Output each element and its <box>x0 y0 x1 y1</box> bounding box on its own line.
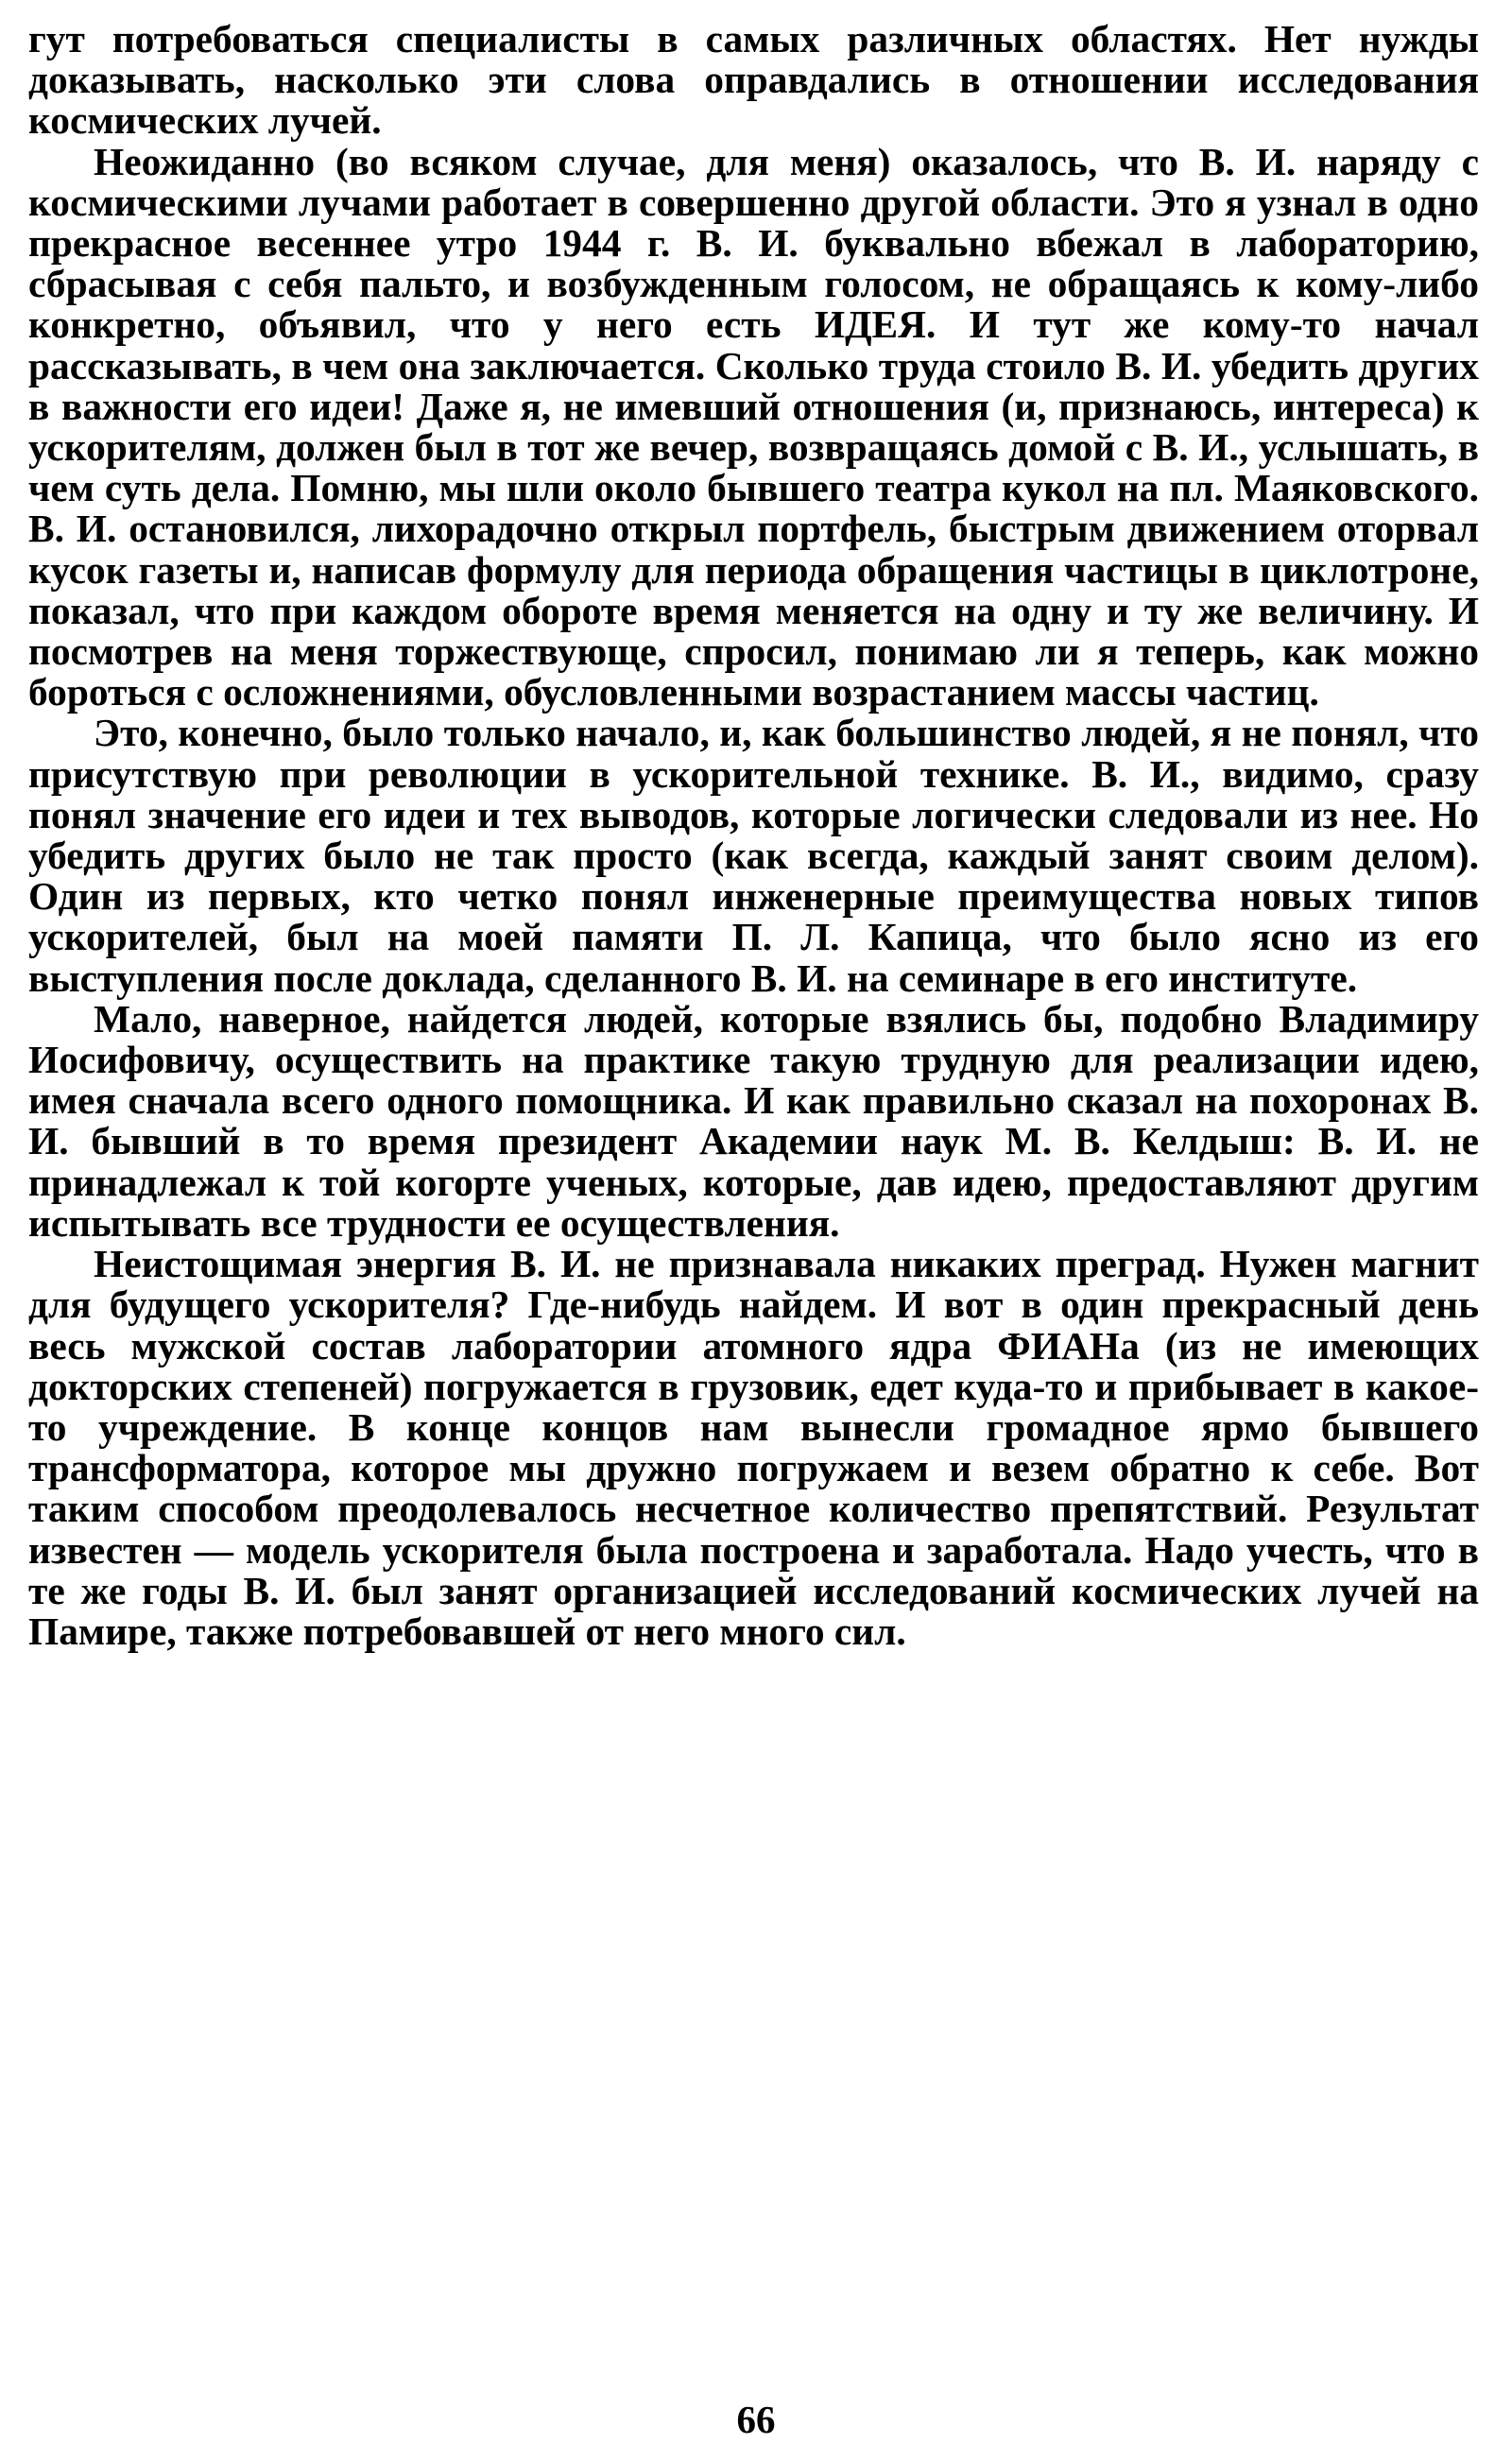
paragraph-idea: Неожиданно (во всяком случае, для меня) оказалось, что В. И. наряду с космическими лучами работает в совершенно другой области. Это я узнал в одно прекрасное весеннее утро 1944 г. В. И. буквально вбежал в лабораторию, сбрасывая с себя пальто, и возбужденным голосом, не обращаясь к кому-либо конкретно, объявил, что у него есть ИДЕЯ. И тут же кому-то начал рассказывать, в чем она заключается. Сколько труда стоило В. И. убедить других в важности его идеи! Даже я, не имевший отношения (и, признаюсь, интереса) к ускорителям, должен был в тот же вечер, возвращаясь домой с В. И., услышать, в чем суть дела. Помню, мы шли около бывшего театра кукол на пл. Маяковского. В. И. остановился, лихорадочно открыл портфель, быстрым движением оторвал кусок газеты и, написав формулу для периода обращения частицы в циклотроне, показал, что при каждом обороте время меняется на одну и ту же величину. И посмотрев на меня торжествующе, спросил, понимаю ли я теперь, как можно бороться с осложнениями, обусловленными возрастанием массы частиц. <box>28 139 1479 714</box>
body-text <box>28 19 1479 1652</box>
paragraph-realization: Мало, наверное, найдется людей, которые взялись бы, подобно Владимиру Иосифовичу, осуществить на практике такую трудную для реализации идею, имея сначала всего одного помощника. И как правильно сказал на похоронах В. И. бывший в то время президент Академии наук М. В. Келдыш: В. И. не принадлежал к той когорте ученых, которые, дав идею, предоставляют другим испытывать все трудности ее осуществления. <box>28 996 1479 1245</box>
page-number: 66 <box>736 2398 776 2441</box>
paragraph-continuation: гут потребоваться специалисты в самых различных областях. Нет нужды доказывать, насколько эти слова оправдались в отношении исследования космических лучей. <box>28 17 1479 143</box>
paragraph-revolution: Это, конечно, было только начало, и, как большинство людей, я не понял, что присутствую при революции в ускорительной технике. В. И., видимо, сразу понял значение его идеи и тех выводов, которые логически следовали из нее. Но убедить других было не так просто (как всегда, каждый занят своим делом). Один из первых, кто четко понял инженерные преимущества новых типов ускорителей, был на моей памяти П. Л. Капица, что было ясно из его выступления после доклада, сделанного В. И. на семинаре в его институте. <box>28 711 1479 1000</box>
paragraph-energy: Неистощимая энергия В. И. не признавала никаких преград. Нужен магнит для будущего ускорителя? Где-нибудь найдем. И вот в один прекрасный день весь мужской состав лаборатории атомного ядра ФИАНа (из не имеющих докторских степеней) погружается в грузовик, едет куда-то и прибывает в какое-то учреждение. В конце концов нам вынесли громадное ярмо бывшего трансформатора, которое мы дружно погружаем и везем обратно к себе. Вот таким способом преодолевалось несчетное количество препятствий. Результат известен — модель ускорителя была построена и заработала. Надо учесть, что в те же годы В. И. был занят организацией исследований космических лучей на Памире, также потребовавшей от него много сил. <box>28 1242 1479 1653</box>
